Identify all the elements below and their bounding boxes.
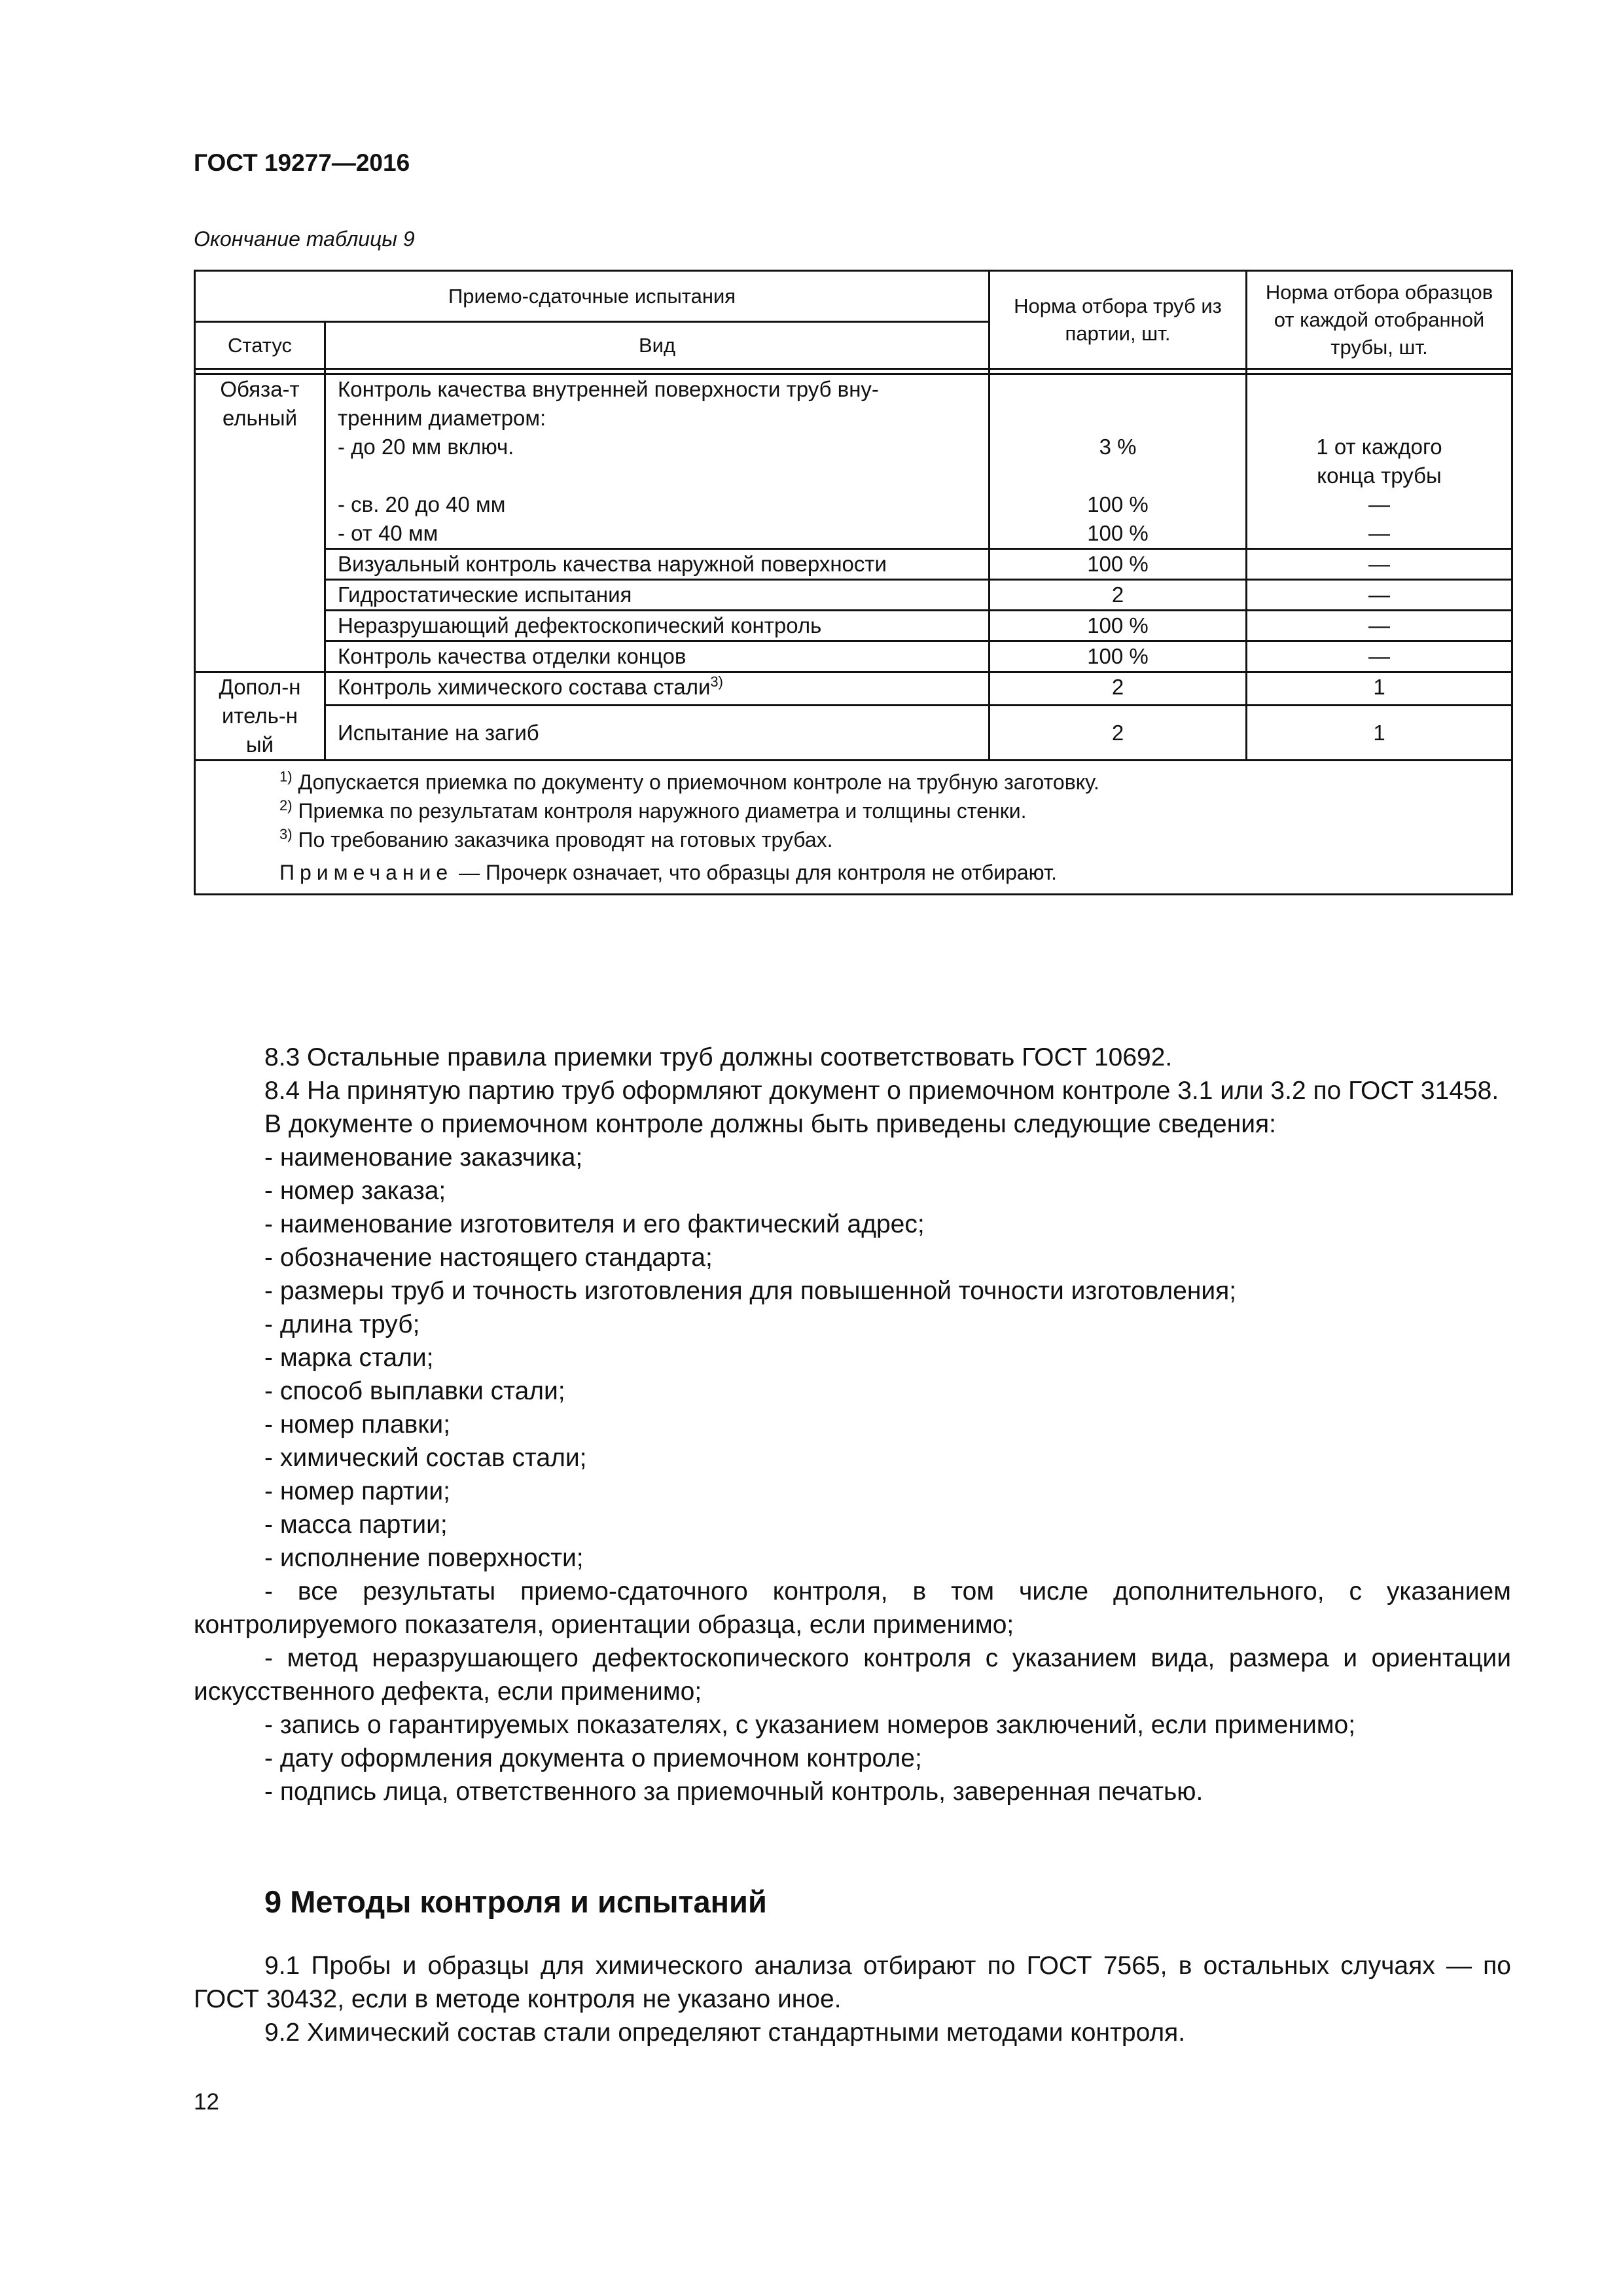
paragraph-8-3: 8.3 Остальные правила приемки труб должны соответствовать ГОСТ 10692. [264,1043,1173,1071]
list-item: - наименование заказчика; [264,1143,583,1172]
header-status: Статус [195,322,325,369]
list-item: - длина труб; [264,1310,420,1338]
paragraph-9-2: 9.2 Химический состав стали определяют стандартными методами контроля. [264,2018,1186,2047]
section-9-title: 9 Методы контроля и испытаний [264,1884,767,1919]
list-item: - химический состав стали; [264,1444,587,1472]
row-inner-surface-samples: 1 от каждого конца трубы — — [1247,374,1512,549]
list-item: - способ выплавки стали; [264,1377,565,1405]
paragraph-9-1: 9.1 Пробы и образцы для химического анализа отбирают по ГОСТ 7565, в остальных случаях — по ГОСТ 30432, если в методе контроля не указано иное. [194,1952,1511,2013]
page-number: 12 [194,2089,219,2115]
acceptance-tests-table [194,270,1513,895]
table-row: Испытание на загиб 2 1 [195,706,1512,761]
list-item: - номер заказа; [264,1177,446,1205]
header-type: Вид [325,322,990,369]
footnote: $^{3)}$ По требованию заказчика проводят на готовых трубах. [279,826,833,852]
table-row: Визуальный контроль качества наружной поверхности 100 % — [195,549,1512,580]
list-item: - обозначение настоящего стандарта; [264,1244,713,1272]
row-inner-surface-norm: 3 % 100 % 100 % [990,374,1247,549]
list-item: - дату оформления документа о приемочном контроле; [264,1744,922,1772]
list-item: - подпись лица, ответственного за приемочный контроль, заверенная печатью. [264,1778,1204,1806]
table-row: Контроль качества отделки концов 100 % — [195,641,1512,672]
status-additional: Допол-нитель-ный [195,672,325,761]
list-item: - масса партии; [264,1511,448,1539]
table-note: Примечание — Прочерк означает, что образцы для контроля не отбирают. [279,861,1057,884]
methods-text [194,1949,1511,2049]
list-item: - исполнение поверхности; [264,1544,584,1572]
table-row: Гидростатические испытания 2 — [195,580,1512,611]
list-item: - номер партии; [264,1477,450,1505]
status-mandatory: Обяза-тельный [195,374,325,672]
document-id: ГОСТ 19277—2016 [194,149,410,176]
table-caption: Окончание таблицы 9 [194,227,415,251]
header-norm-pipes: Норма отбора труб из партии, шт. [990,271,1247,369]
paragraph-8-4: 8.4 На принятую партию труб оформляют документ о приемочном контроле 3.1 или 3.2 по ГОСТ 31458. [264,1077,1499,1105]
footnote: $^{2)}$ Приемка по результатам контроля наружного диаметра и толщины стенки. [279,797,1027,823]
row-inner-surface-type: Контроль качества внутренней поверхности труб вну- тренним диаметром: - до 20 мм включ. - св. 20 до 40 мм - от 40 мм [325,374,990,549]
table-footnotes [195,761,1512,895]
list-item: - номер плавки; [264,1410,451,1439]
acceptance-text [194,1041,1511,1808]
table-row: Допол-нитель-ный Контроль химического состава стали$^{3)}$ 2 1 [195,672,1512,706]
list-item: - запись о гарантируемых показателях, с указанием номеров заключений, если применимо; [264,1711,1356,1739]
list-item: - марка стали; [264,1344,434,1372]
list-item: - все результаты приемо-сдаточного контроля, в том числе дополнительного, с указанием контролируемого показателя, ориентации образца, если применимо; [194,1577,1511,1639]
list-item: - размеры труб и точность изготовления для повышенной точности изготовления; [264,1277,1237,1305]
list-item: - наименование изготовителя и его фактический адрес; [264,1210,925,1238]
footnote: $^{1)}$ Допускается приемка по документу о приемочном контроле на трубную заготовку. [279,768,1099,794]
paragraph-document: В документе о приемочном контроле должны быть приведены следующие сведения: [264,1110,1277,1138]
header-acceptance-tests: Приемо-сдаточные испытания [195,271,990,322]
header-norm-samples: Норма отбора образцов от каждой отобранной трубы, шт. [1247,271,1512,369]
table-row: Неразрушающий дефектоскопический контроль 100 % — [195,611,1512,641]
list-item: - метод неразрушающего дефектоскопического контроля с указанием вида, размера и ориентации искусственного дефекта, если применимо; [194,1644,1511,1706]
